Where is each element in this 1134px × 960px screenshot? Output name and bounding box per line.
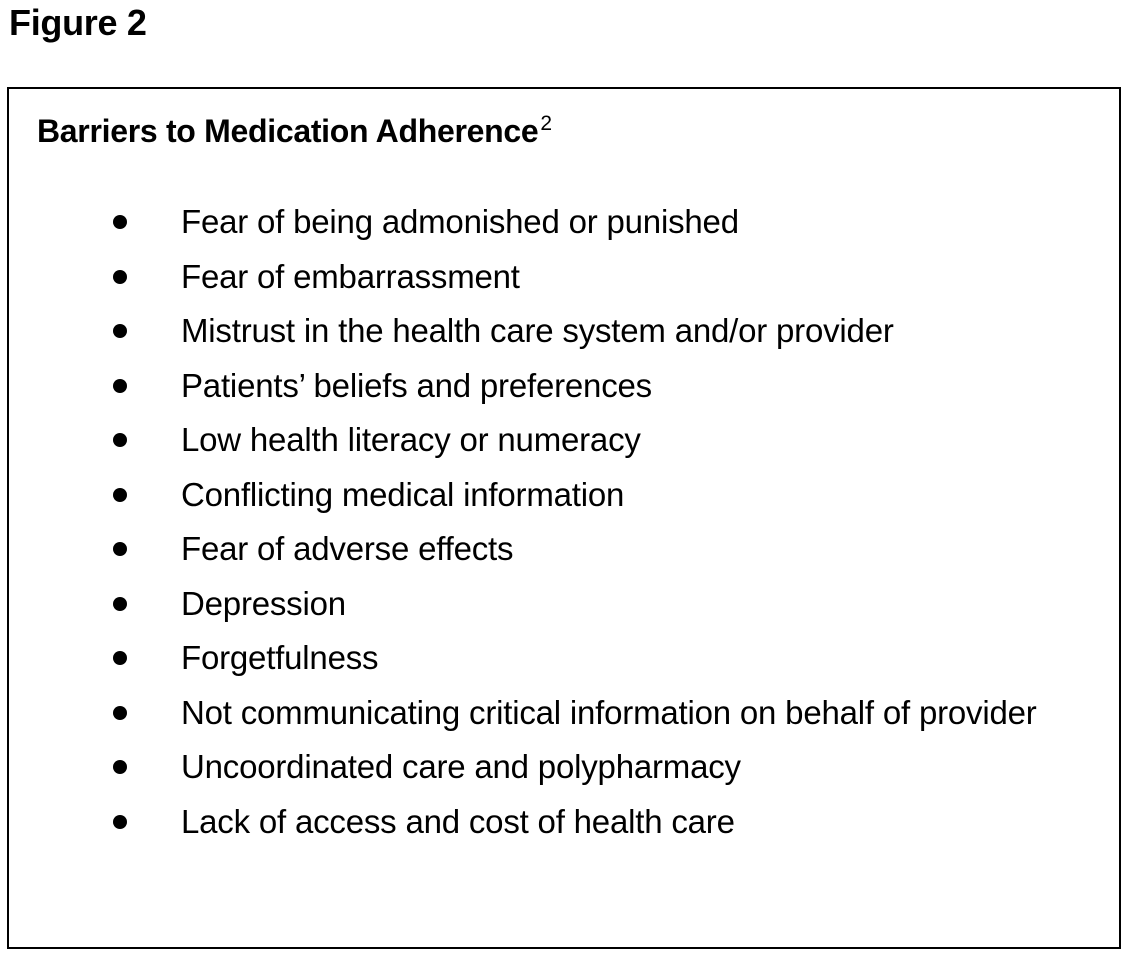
list-item-text: Uncoordinated care and polypharmacy bbox=[181, 748, 741, 785]
barrier-list bbox=[9, 195, 1119, 849]
bullet-icon bbox=[113, 488, 127, 502]
figure-label: Figure 2 bbox=[9, 2, 147, 43]
list-item bbox=[9, 468, 1119, 523]
list-item bbox=[9, 795, 1119, 850]
list-item-text: Fear of adverse effects bbox=[181, 530, 514, 567]
list-item bbox=[9, 686, 1119, 741]
list-item-text: Fear of being admonished or punished bbox=[181, 203, 739, 240]
list-item bbox=[9, 304, 1119, 359]
barriers-box bbox=[7, 87, 1121, 949]
list-item bbox=[9, 250, 1119, 305]
list-item-text: Mistrust in the health care system and/or provider bbox=[181, 312, 894, 349]
list-item bbox=[9, 740, 1119, 795]
list-item-text: Fear of embarrassment bbox=[181, 257, 520, 295]
list-item bbox=[9, 359, 1119, 414]
box-title-text: Barriers to Medication Adherence bbox=[37, 113, 539, 149]
bullet-icon bbox=[113, 433, 127, 447]
list-item-text: Depression bbox=[181, 584, 346, 622]
bullet-icon bbox=[113, 270, 127, 284]
bullet-icon bbox=[113, 651, 127, 665]
bullet-icon bbox=[113, 706, 127, 720]
bullet-icon bbox=[113, 542, 127, 556]
bullet-icon bbox=[113, 597, 127, 611]
list-item bbox=[9, 522, 1119, 577]
list-item bbox=[9, 195, 1119, 250]
list-item bbox=[9, 413, 1119, 468]
bullet-icon bbox=[113, 215, 127, 229]
list-item bbox=[9, 577, 1119, 632]
bullet-icon bbox=[113, 324, 127, 338]
list-item bbox=[9, 631, 1119, 686]
bullet-icon bbox=[113, 760, 127, 774]
list-item-text: Not communicating critical information on behalf of provider bbox=[181, 693, 1037, 731]
list-item-text: Patients’ beliefs and preferences bbox=[181, 366, 652, 404]
list-item-text: Lack of access and cost of health care bbox=[181, 802, 735, 840]
list-item-text: Conflicting medical information bbox=[181, 475, 625, 513]
list-item-text: Low health literacy or numeracy bbox=[181, 421, 641, 458]
bullet-icon bbox=[113, 815, 127, 829]
box-title bbox=[37, 111, 552, 151]
list-item-text: Forgetfulness bbox=[181, 639, 379, 676]
reference-superscript: 2 bbox=[540, 112, 552, 136]
bullet-icon bbox=[113, 379, 127, 393]
